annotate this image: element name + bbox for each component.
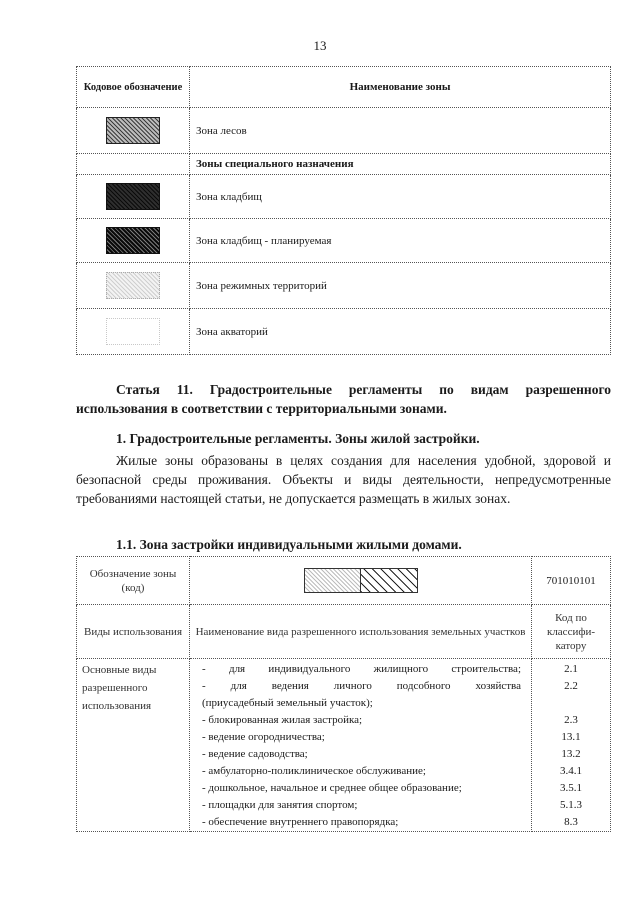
legend-header-name: Наименование зоны: [190, 67, 611, 108]
use-item: - для индивидуального жилищного строительства;: [202, 663, 521, 675]
use-code: 8.3: [564, 816, 578, 828]
designation-label: Обозначение зоны (код): [77, 557, 190, 605]
legend-section-row: [77, 154, 611, 175]
main-uses-label: Основные виды разрешенного использования: [77, 659, 190, 832]
page-number: 13: [313, 38, 327, 53]
water-zone-swatch: [106, 318, 160, 345]
legend-row-water: [77, 309, 611, 355]
zone-table-header-row: [77, 605, 611, 659]
cemetery-zone-swatch: [106, 183, 160, 210]
legend-row-forest: [77, 108, 611, 154]
article-title: Статья 11. Градостроительные регламенты по видам разрешенного использования в соответствии с территориальными зонами.: [76, 382, 611, 416]
section-paragraph: Жилые зоны образованы в целях создания для населения удобной, здоровой и безопасной среды проживания. Объекты и виды деятельности, непредусмотренные требованиями настоящей статьи, не допускается размещать в жилых зонах.: [76, 453, 611, 506]
codes-list: [532, 659, 611, 832]
use-code: [532, 695, 610, 712]
use-item: - ведение огородничества;: [202, 731, 325, 743]
use-code: 2.2: [564, 680, 578, 692]
forest-zone-swatch: [106, 117, 160, 144]
use-code: 3.4.1: [560, 765, 582, 777]
subsection-heading: 1.1. Зона застройки индивидуальными жилыми домами.: [116, 537, 462, 552]
zone-legend-table: [76, 66, 611, 355]
legend-name: Зона кладбищ: [190, 175, 611, 219]
use-item: - амбулаторно-поликлиническое обслуживание;: [202, 765, 426, 777]
dark-hatch-half: [361, 569, 417, 592]
zone-code: 701010101: [532, 557, 611, 605]
legend-header-code: Кодовое обозначение: [77, 67, 190, 108]
use-item: - блокированная жилая застройка;: [202, 714, 363, 726]
legend-row-cemetery: [77, 175, 611, 219]
legend-name: Зона лесов: [190, 108, 611, 154]
light-hatch-half: [305, 569, 361, 592]
use-code: 2.1: [564, 663, 578, 675]
use-item: - дошкольное, начальное и среднее общее образование;: [202, 782, 462, 794]
col-header-name: Наименование вида разрешенного использования земельных участков: [190, 605, 532, 659]
section-heading: 1. Градостроительные регламенты. Зоны жилой застройки.: [116, 431, 480, 446]
use-item: - площадки для занятия спортом;: [202, 799, 358, 811]
use-item: - обеспечение внутреннего правопорядка;: [202, 816, 399, 828]
cemetery-planned-zone-swatch: [106, 227, 160, 254]
legend-name: Зона кладбищ - планируемая: [190, 219, 611, 263]
col-header-code: Код по классифи-катору: [532, 605, 611, 659]
use-item: (приусадебный земельный участок);: [202, 697, 373, 709]
col-header-uses: Виды использования: [77, 605, 190, 659]
zone-regulation-table: [76, 556, 611, 832]
legend-header-row: [77, 67, 611, 108]
legend-row-regime: [77, 263, 611, 309]
main-uses-row: [77, 659, 611, 832]
use-code: 13.2: [561, 748, 581, 760]
zone-designation-row: [77, 557, 611, 605]
uses-list: [190, 659, 532, 832]
legend-name: Зона режимных территорий: [190, 263, 611, 309]
use-code: 13.1: [561, 731, 581, 743]
legend-row-cemetery-planned: [77, 219, 611, 263]
legend-section-title: Зоны специального назначения: [190, 154, 611, 175]
use-item: - для ведения личного подсобного хозяйства: [202, 680, 521, 692]
regime-zone-swatch: [106, 272, 160, 299]
use-code: 3.5.1: [560, 782, 582, 794]
use-item: - ведение садоводства;: [202, 748, 308, 760]
legend-name: Зона акваторий: [190, 309, 611, 355]
zone-pattern-swatch: [304, 568, 418, 593]
use-code: 5.1.3: [560, 799, 582, 811]
use-code: 2.3: [564, 714, 578, 726]
